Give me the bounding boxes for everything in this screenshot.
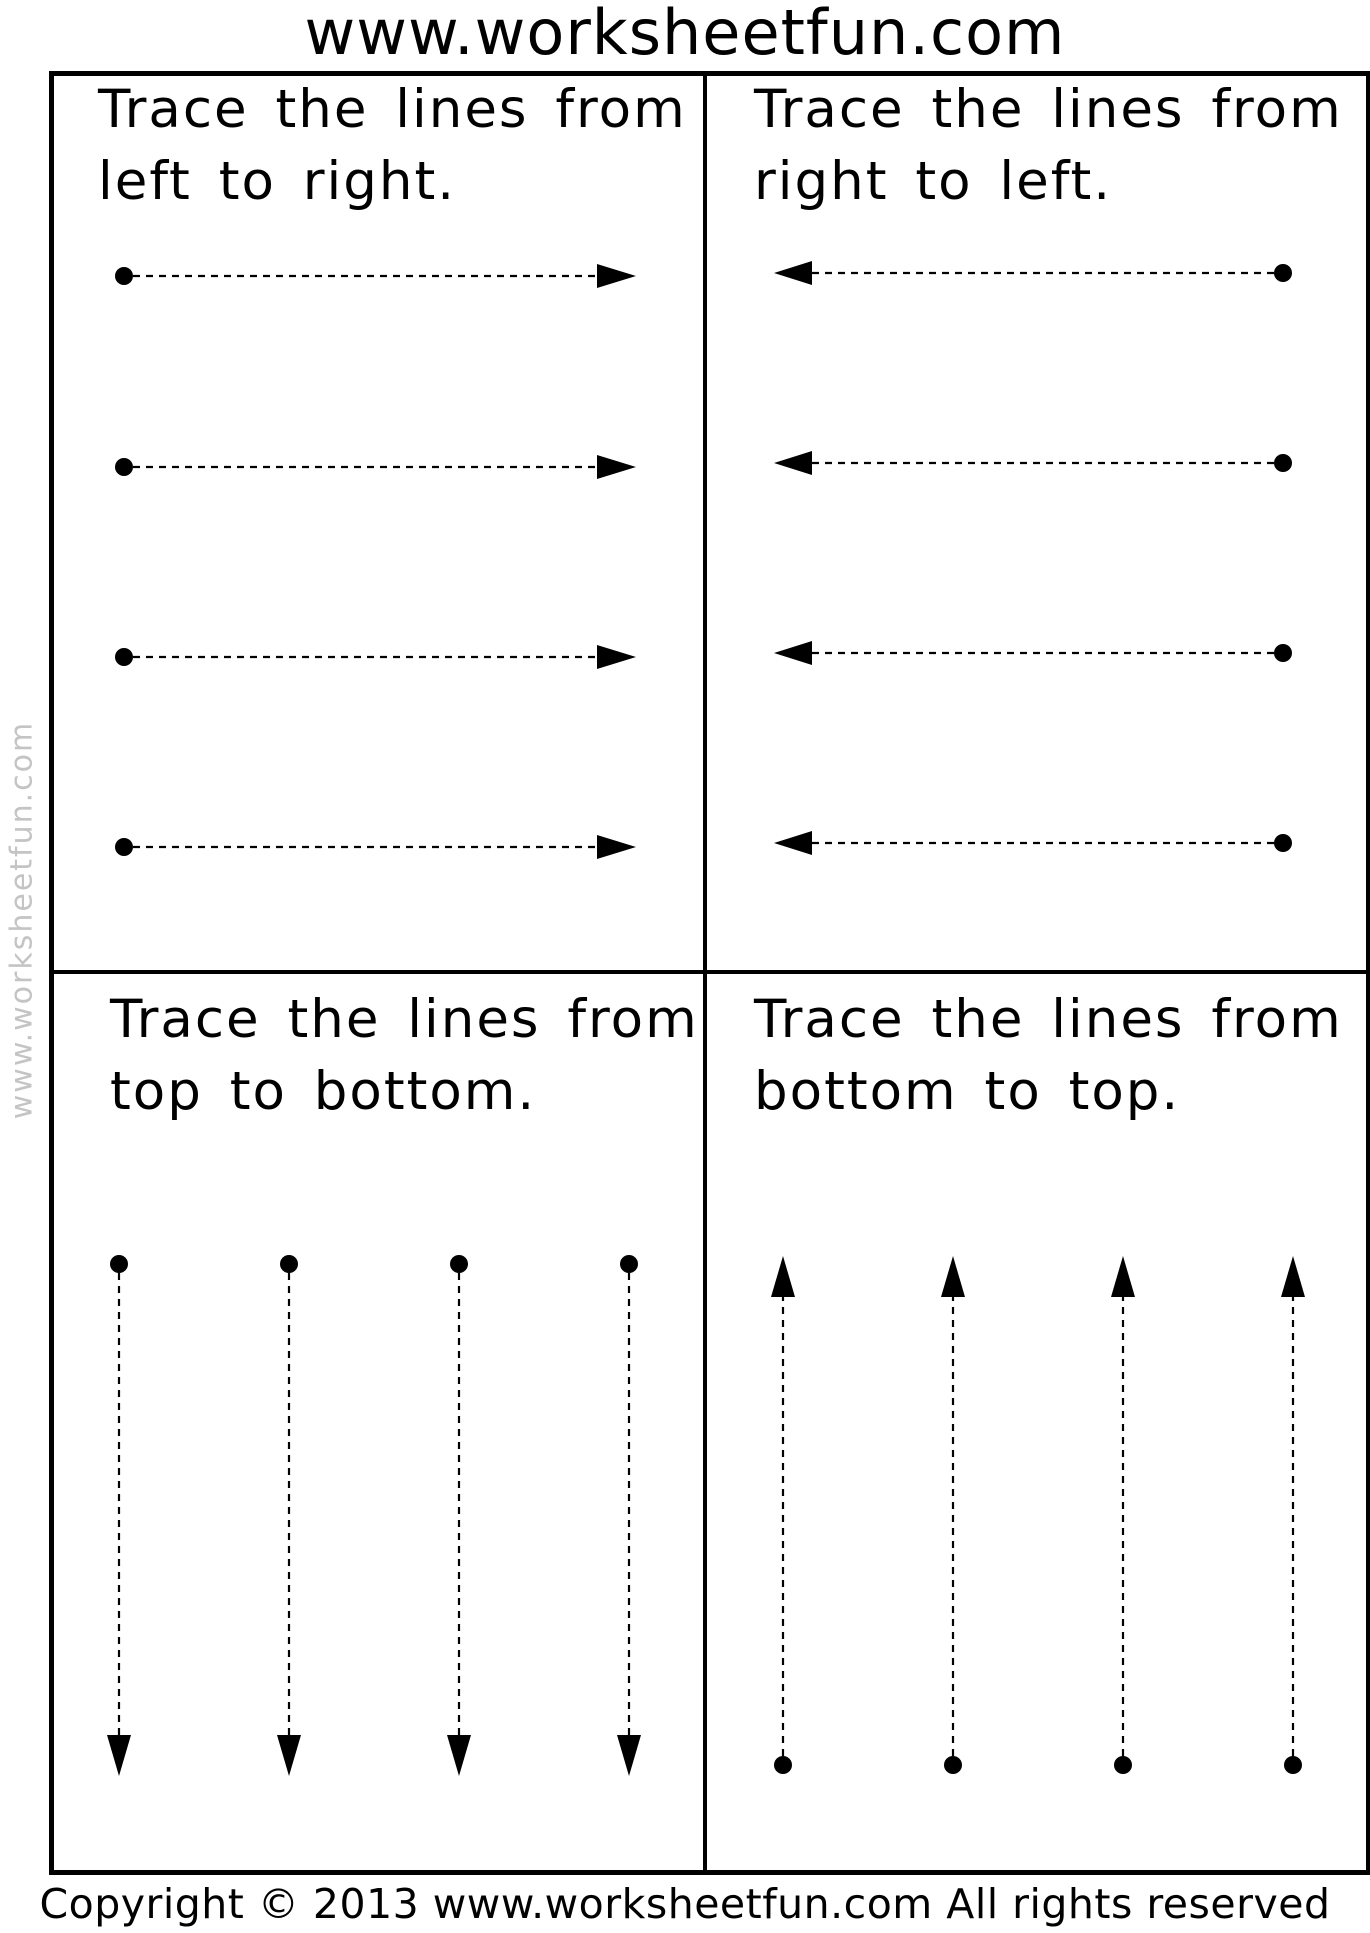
start-dot — [1274, 454, 1292, 472]
start-dot — [280, 1255, 298, 1273]
instruction-line-1: Trace the lines from — [110, 989, 699, 1050]
copyright-footer: Copyright © 2013 www.worksheetfun.com All rights reserved — [39, 1880, 1331, 1928]
arrowhead — [597, 835, 636, 859]
start-dot — [115, 838, 133, 856]
arrowhead — [597, 645, 636, 669]
arrowhead — [774, 641, 812, 665]
start-dot — [115, 458, 133, 476]
start-dot — [110, 1255, 128, 1273]
instruction-line-2: bottom to top. — [754, 1061, 1181, 1122]
arrowhead — [941, 1256, 965, 1297]
start-dot — [774, 1756, 792, 1774]
start-dot — [1274, 264, 1292, 282]
start-dot — [1114, 1756, 1132, 1774]
start-dot — [620, 1255, 638, 1273]
start-dot — [115, 267, 133, 285]
arrowhead — [447, 1735, 471, 1776]
arrowhead — [277, 1735, 301, 1776]
start-dot — [1274, 834, 1292, 852]
arrowhead — [597, 264, 636, 288]
arrowhead — [774, 451, 812, 475]
site-title: www.worksheetfun.com — [304, 0, 1066, 69]
instruction-line-2: right to left. — [754, 151, 1113, 212]
instruction-line-2: left to right. — [98, 151, 457, 212]
instruction-line-1: Trace the lines from — [98, 79, 687, 140]
arrowhead — [774, 831, 812, 855]
start-dot — [450, 1255, 468, 1273]
start-dot — [1274, 644, 1292, 662]
arrowhead — [1281, 1256, 1305, 1297]
start-dot — [1284, 1756, 1302, 1774]
instruction-line-1: Trace the lines from — [754, 79, 1343, 140]
arrowhead — [617, 1735, 641, 1776]
arrowhead — [774, 261, 812, 285]
instruction-line-1: Trace the lines from — [754, 989, 1343, 1050]
arrowhead — [1111, 1256, 1135, 1297]
arrowhead — [107, 1735, 131, 1776]
arrowhead — [597, 455, 636, 479]
arrowhead — [771, 1256, 795, 1297]
start-dot — [944, 1756, 962, 1774]
start-dot — [115, 648, 133, 666]
instruction-line-2: top to bottom. — [110, 1061, 537, 1122]
side-watermark: www.worksheetfun.com — [4, 720, 40, 1120]
